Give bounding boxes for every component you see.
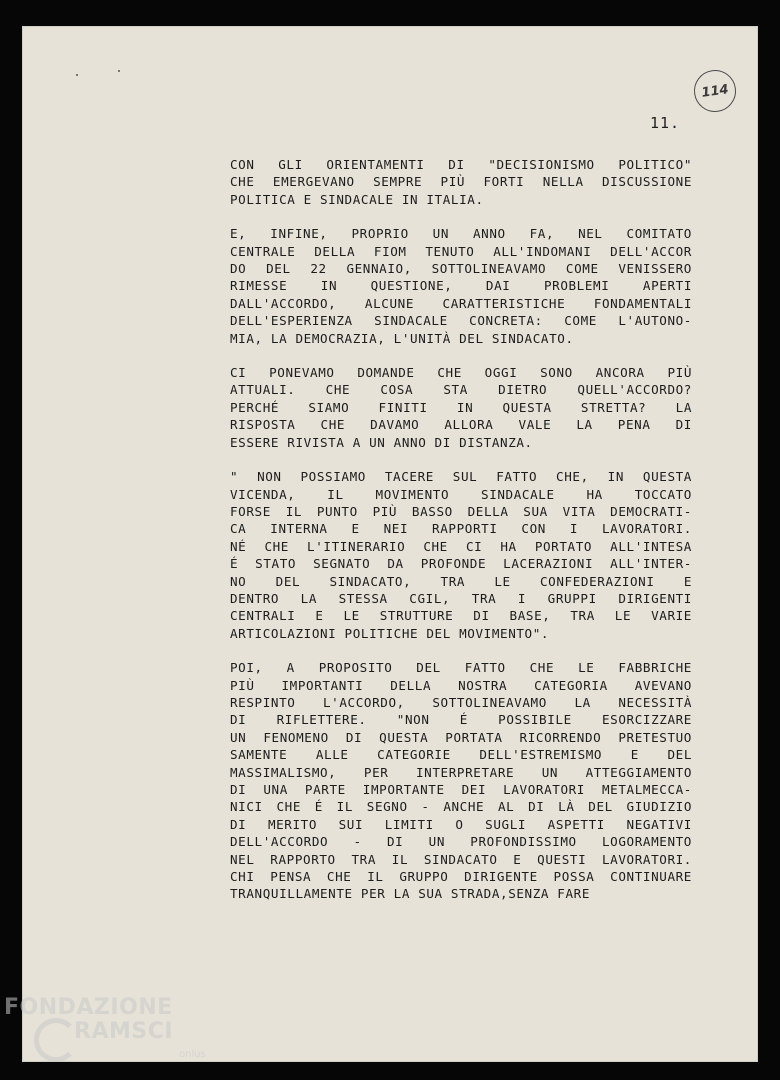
text-line: DO DEL 22 GENNAIO, SOTTOLINEAVAMO COME VENISSERO [230,261,692,277]
text-line: FORSE IL PUNTO PIÙ BASSO DELLA SUA VITA DEMOCRATI- [230,503,692,519]
fondazione-gramsci-watermark [4,996,206,1062]
paragraph [230,659,692,903]
text-line: CHI PENSA CHE IL GRUPPO DIRIGENTE POSSA CONTINUARE [230,869,692,885]
text-line: ESSERE RIVISTA A UN ANNO DI DISTANZA. [230,434,533,450]
paper-speck [76,74,78,76]
text-line: UN FENOMENO DI QUESTA PORTATA RICORRENDO PRETESTUO [230,729,692,745]
text-line: RISPOSTA CHE DAVAMO ALLORA VALE LA PENA DI [230,417,692,433]
text-line: CA INTERNA E NEI RAPPORTI CON I LAVORATORI. [230,521,692,537]
archive-number-stamp [691,67,738,114]
paragraph [230,156,692,208]
text-line: RIMESSE IN QUESTIONE, DAI PROBLEMI APERTI [230,278,692,294]
text-line: CI PONEVAMO DOMANDE CHE OGGI SONO ANCORA PIÙ [230,365,692,381]
text-line: DELL'ACCORDO - DI UN PROFONDISSIMO LOGORAMENTO [230,834,692,850]
text-line: CENTRALE DELLA FIOM TENUTO ALL'INDOMANI DELL'ACCOR [230,243,692,259]
text-line: ARTICOLAZIONI POLITICHE DEL MOVIMENTO". [230,625,550,641]
text-line: VICENDA, IL MOVIMENTO SINDACALE HA TOCCATO [230,486,692,502]
watermark-line-2: RAMSCI [74,1019,174,1044]
watermark-line-3: onlus [179,1049,206,1060]
text-line: NO DEL SINDACATO, TRA LE CONFEDERAZIONI E [230,573,692,589]
paragraph [230,225,692,347]
text-line: PIÙ IMPORTANTI DELLA NOSTRA CATEGORIA AVEVANO [230,677,692,693]
text-line: DELL'ESPERIENZA SINDACALE CONCRETA: COME L'AUTONO- [230,313,692,329]
text-line: NICI CHE É IL SEGNO - ANCHE AL DI LÀ DEL GIUDIZIO [230,799,692,815]
text-line: DALL'ACCORDO, ALCUNE CARATTERISTICHE FONDAMENTALI [230,295,692,311]
text-line: TRANQUILLAMENTE PER LA SUA STRADA,SENZA FARE [230,886,591,902]
paragraph [230,364,692,451]
text-line: MASSIMALISMO, PER INTERPRETARE UN ATTEGGIAMENTO [230,764,692,780]
text-line: ATTUALI. CHE COSA STA DIETRO QUELL'ACCORDO? [230,382,692,398]
text-line: É STATO SEGNATO DA PROFONDE LACERAZIONI ALL'INTER- [230,556,692,572]
text-line: DI MERITO SUI LIMITI O SUGLI ASPETTI NEGATIVI [230,816,692,832]
text-line: DI UNA PARTE IMPORTANTE DEI LAVORATORI METALMECCA- [230,782,692,797]
text-line: NEL RAPPORTO TRA IL SINDACATO E QUESTI LAVORATORI. [230,851,692,867]
text-line: DI RIFLETTERE. "NON É POSSIBILE ESORCIZZARE [230,712,692,728]
watermark-line-1: FONDAZIONE [4,995,173,1020]
text-line: " NON POSSIAMO TACERE SUL FATTO CHE, IN QUESTA [230,469,692,485]
text-line: SAMENTE ALLE CATEGORIE DELL'ESTREMISMO E DEL [230,747,692,763]
archive-number: 114 [700,81,730,101]
page-number: 11. [650,114,681,132]
document-body [230,156,692,920]
text-line: DENTRO LA STESSA CGIL, TRA I GRUPPI DIRIGENTI [230,590,692,606]
text-line: MIA, LA DEMOCRAZIA, L'UNITÀ DEL SINDACATO. [230,330,574,346]
text-line: CHE EMERGEVANO SEMPRE PIÙ FORTI NELLA DISCUSSIONE [230,174,692,190]
text-line: CON GLI ORIENTAMENTI DI "DECISIONISMO POLITICO" [230,157,692,172]
document-page [22,26,758,1062]
text-line: CENTRALI E LE STRUTTURE DI BASE, TRA LE VARIE [230,608,692,624]
text-line: NÉ CHE L'ITINERARIO CHE CI HA PORTATO ALL'INTESA [230,538,692,554]
text-line: POLITICA E SINDACALE IN ITALIA. [230,191,484,207]
text-line: PERCHÉ SIAMO FINITI IN QUESTA STRETTA? LA [230,399,692,415]
text-line: POI, A PROPOSITO DEL FATTO CHE LE FABBRICHE [230,660,692,676]
paragraph [230,468,692,642]
text-line: E, INFINE, PROPRIO UN ANNO FA, NEL COMITATO [230,226,692,242]
gramsci-g-logo-icon [34,1018,78,1062]
text-line: RESPINTO L'ACCORDO, SOTTOLINEAVAMO LA NECESSITÀ [230,694,692,710]
paper-speck [118,70,120,72]
